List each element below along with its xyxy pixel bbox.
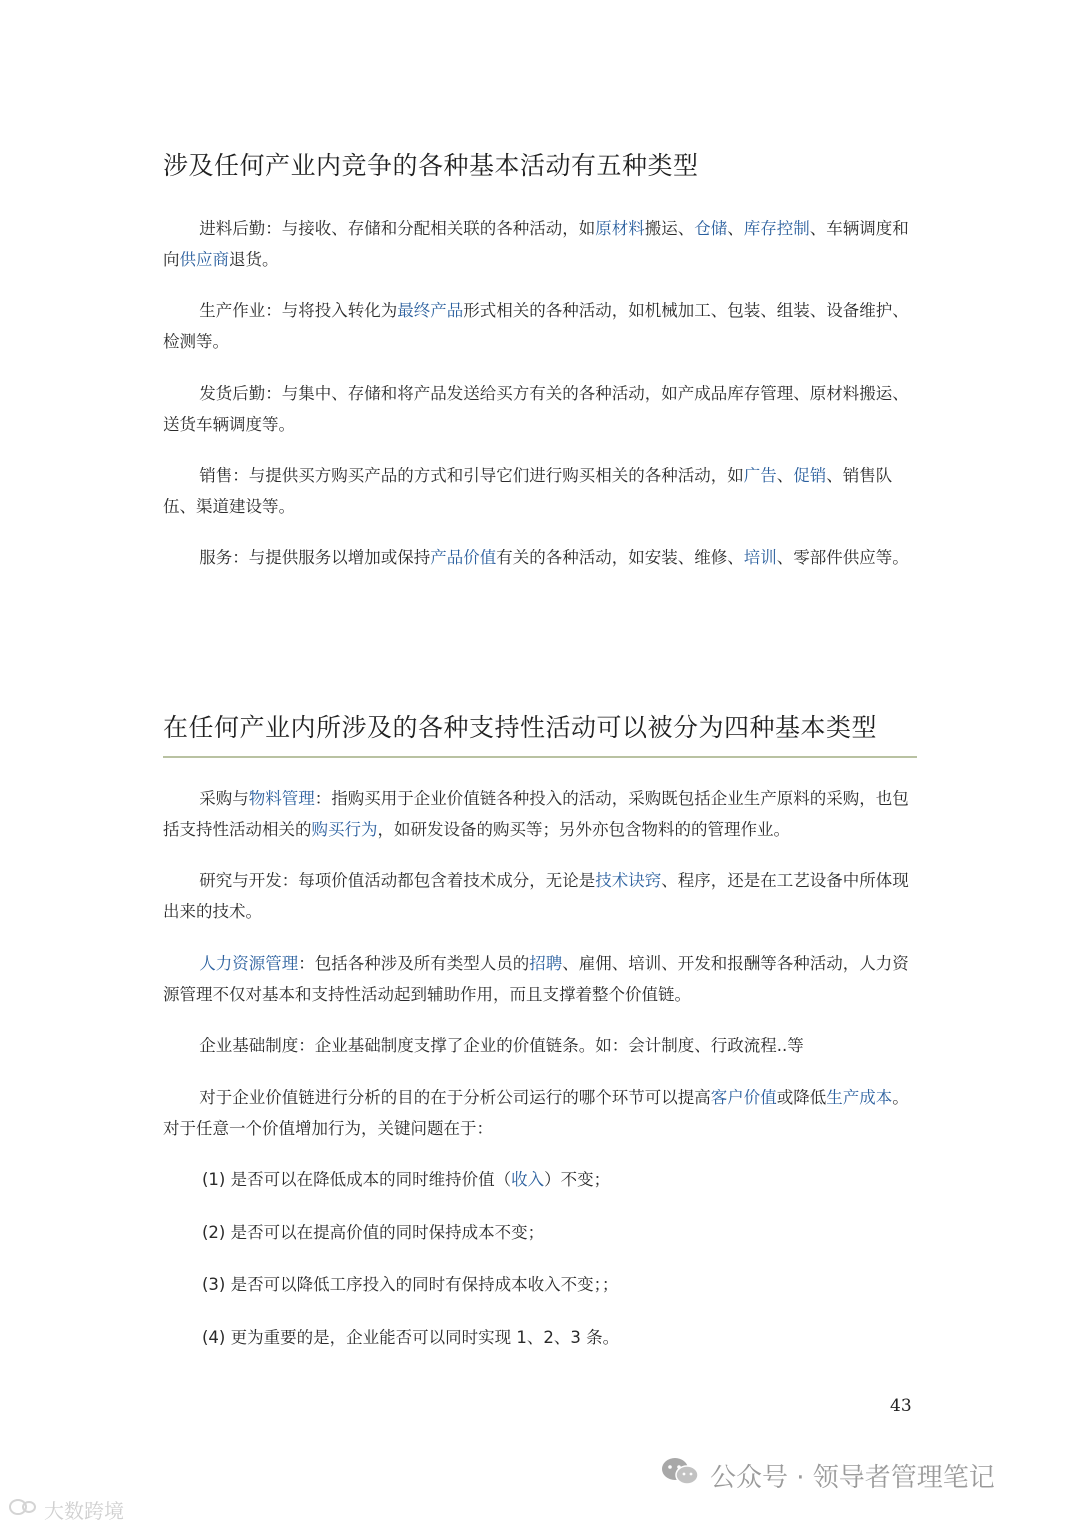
paragraph-sales [163, 460, 915, 522]
text-run: 服务：与提供服务以增加或保持 [199, 548, 431, 567]
wechat-icon [660, 1456, 700, 1495]
term-link[interactable]: 物料管理 [248, 789, 315, 808]
term-link[interactable]: 收入 [511, 1170, 545, 1189]
text-run: 对于企业价值链进行分析的目的在于分析公司运行的哪个环节可以提高 [199, 1088, 711, 1107]
paragraph-outbound-logistics [163, 378, 915, 440]
text-run: ：包括各种涉及所有类型人员的 [298, 954, 530, 973]
paragraph-analysis-purpose [163, 1082, 915, 1144]
text-run: ：指购买用于企业价值链各种投入的活动，采购既包括企业生产原料的采购，也包括支持性活动相关的 [163, 789, 909, 839]
paragraph-rnd [163, 865, 915, 927]
term-link[interactable]: 最终产品 [397, 301, 464, 320]
text-run: 、雇佣、培训、开发和报酬等各种活动，人力资源管理不仅对基本和支持性活动起到辅助作用，而且支撑着整个价值链。 [163, 954, 909, 1004]
term-link[interactable]: 广告 [743, 466, 777, 485]
text-run: 、 [727, 219, 744, 238]
term-link[interactable]: 客户价值 [710, 1088, 777, 1107]
term-link[interactable]: 产品价值 [430, 548, 497, 567]
list-item [202, 1164, 610, 1195]
text-run: ，如研发设备的购买等；另外亦包含物料的的管理作业。 [377, 820, 790, 839]
term-link[interactable]: 原材料 [595, 219, 645, 238]
paragraph-service [163, 542, 915, 573]
watermark-left [8, 1495, 124, 1524]
term-link[interactable]: 培训 [743, 548, 777, 567]
text-run: 企业基础制度：企业基础制度支撑了企业的价值链条。如：会计制度、行政流程..等 [199, 1036, 804, 1055]
paragraph-hr [163, 948, 915, 1010]
watermark-left-text: 大数跨境 [44, 1499, 124, 1523]
paragraph-operations [163, 295, 915, 357]
text-run: (1) 是否可以在降低成本的同时维持价值（ [202, 1170, 512, 1189]
text-run: (3) 是否可以降低工序投入的同时有保持成本收入不变；； [202, 1275, 619, 1294]
section-title-primary-activities: 涉及任何产业内竞争的各种基本活动有五种类型 [163, 151, 699, 180]
term-link[interactable]: 技术诀窍 [595, 871, 662, 890]
text-run: 、车辆调度和向 [163, 219, 909, 269]
text-run: (4) 更为重要的是，企业能否可以同时实现 1、2、3 条。 [202, 1328, 620, 1347]
text-run: 、程序，还是在工艺设备中所体现出来的技术。 [163, 871, 909, 921]
text-run: 搬运、 [644, 219, 695, 238]
term-link[interactable]: 招聘 [529, 954, 563, 973]
term-link[interactable]: 人力资源管理 [199, 954, 299, 973]
text-run: 研究与开发：每项价值活动都包含着技术成分，无论是 [199, 871, 596, 890]
wechat-watermark [660, 1456, 995, 1495]
term-link[interactable]: 库存控制 [743, 219, 810, 238]
text-run: 。对于任意一个价值增加行为，关键问题在于： [163, 1088, 909, 1138]
term-link[interactable]: 供应商 [179, 250, 229, 269]
section-divider [163, 756, 917, 758]
text-run: 生产作业：与将投入转化为 [199, 301, 398, 320]
text-run: 进料后勤：与接收、存储和分配相关联的各种活动，如 [199, 219, 596, 238]
text-run: 销售：与提供买方购买产品的方式和引导它们进行购买相关的各种活动，如 [199, 466, 744, 485]
list-item [202, 1217, 544, 1248]
term-link[interactable]: 生产成本 [826, 1088, 893, 1107]
text-run: 、零部件供应等。 [776, 548, 909, 567]
text-run: 有关的各种活动，如安装、维修、 [496, 548, 744, 567]
wechat-watermark-text: 公众号 · 领导者管理笔记 [710, 1463, 995, 1493]
term-link[interactable]: 促销 [793, 466, 827, 485]
camera-watermark-icon [8, 1496, 38, 1523]
section-title-support-activities: 在任何产业内所涉及的各种支持性活动可以被分为四种基本类型 [163, 713, 878, 742]
text-run: 或降低 [776, 1088, 827, 1107]
text-run: ）不变； [544, 1170, 611, 1189]
list-item [202, 1269, 618, 1300]
text-run: 、 [776, 466, 794, 485]
text-run: 发货后勤：与集中、存储和将产品发送给买方有关的各种活动，如产成品库存管理、原材料搬运、送货车辆调度等。 [163, 384, 909, 434]
text-run: 形式相关的各种活动，如机械加工、包装、组装、设备维护、检测等。 [163, 301, 909, 351]
paragraph-inbound-logistics [163, 213, 915, 275]
text-run: (2) 是否可以在提高价值的同时保持成本不变； [202, 1223, 545, 1242]
list-item [202, 1322, 619, 1353]
text-run: 采购与 [199, 789, 249, 808]
paragraph-procurement [163, 783, 915, 845]
paragraph-infrastructure [163, 1030, 915, 1061]
page-number: 43 [890, 1396, 912, 1416]
term-link[interactable]: 仓储 [694, 219, 728, 238]
text-run: 退货。 [229, 250, 279, 269]
text-run: 、销售队伍、渠道建设等。 [163, 466, 893, 516]
term-link[interactable]: 购买行为 [311, 820, 378, 839]
